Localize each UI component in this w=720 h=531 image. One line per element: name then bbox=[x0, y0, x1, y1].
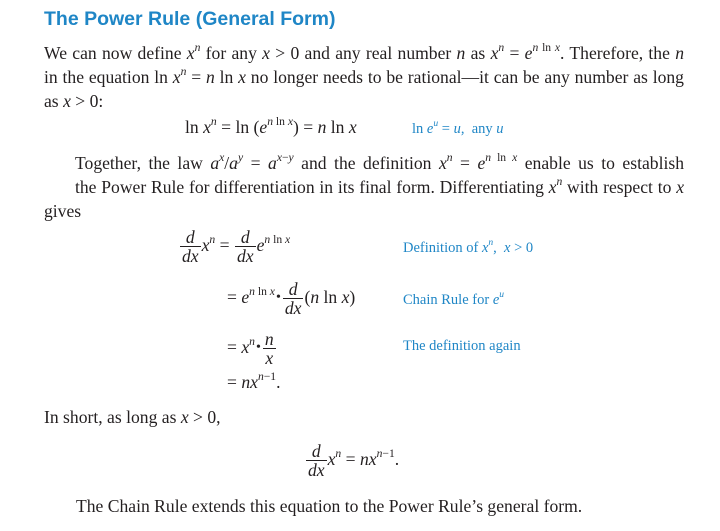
intro-line-3: as x > 0: bbox=[44, 91, 104, 111]
ln-identity-equation: $\ln x^n = \ln (e^{n ln x}) = n$ ln x bbox=[185, 114, 357, 137]
power-line-3: gives bbox=[44, 201, 82, 221]
derivation-note-3: The definition again bbox=[403, 338, 521, 354]
derivation-note-1: Definition of $x^n$, x > 0 bbox=[403, 237, 534, 256]
derivation-step-3: = $x^n•$ $\frac{n}{x}$ bbox=[227, 329, 274, 369]
derivation-step-2: = $e^{n ln x}•$ $\frac{d}{dx}$ (n ln x) bbox=[227, 279, 356, 319]
intro-line-2: in the equation $\ln x^n = n$ ln x no longer needs to be rational—it can be any number as long bbox=[44, 64, 684, 87]
section-title: The Power Rule (General Form) bbox=[44, 8, 336, 30]
derivation-step-4: = $nx^{n-1}$. bbox=[227, 369, 281, 392]
derivation-note-2: Chain Rule for $e^u$ bbox=[403, 289, 505, 308]
closing-paragraph: The Chain Rule extends this equation to the Power Rule’s general form. bbox=[76, 496, 583, 516]
intro-line-1: We can now define $x^n$ for any x > 0 and any real number n as $x^n = e^{n ln x}$. Therefore, the n bbox=[44, 40, 684, 63]
power-line-2: the Power Rule for differentiation in its final form. Differentiating $x^n$ with respect to x bbox=[75, 174, 684, 197]
derivation-step-1: $\frac{d}{dx}$ $x^n$ = $\frac{d}{dx}$ $e^{n ln x}$ bbox=[182, 227, 291, 267]
general-power-rule-equation: $\frac{d}{dx}$ $x^n = nx^{n-1}$. bbox=[308, 441, 400, 481]
power-line-1: Together, the law $a^x/a^y = a^{x-y}$ and the definition $x^n = e^{n ln x}$ enable us to establish bbox=[75, 150, 684, 173]
summary-paragraph: In short, as long as x > 0, bbox=[44, 407, 221, 427]
power-rule-paragraph bbox=[44, 151, 684, 223]
ln-identity-note: $\ln e^u = u$, any u bbox=[412, 118, 504, 137]
intro-paragraph bbox=[44, 41, 684, 113]
